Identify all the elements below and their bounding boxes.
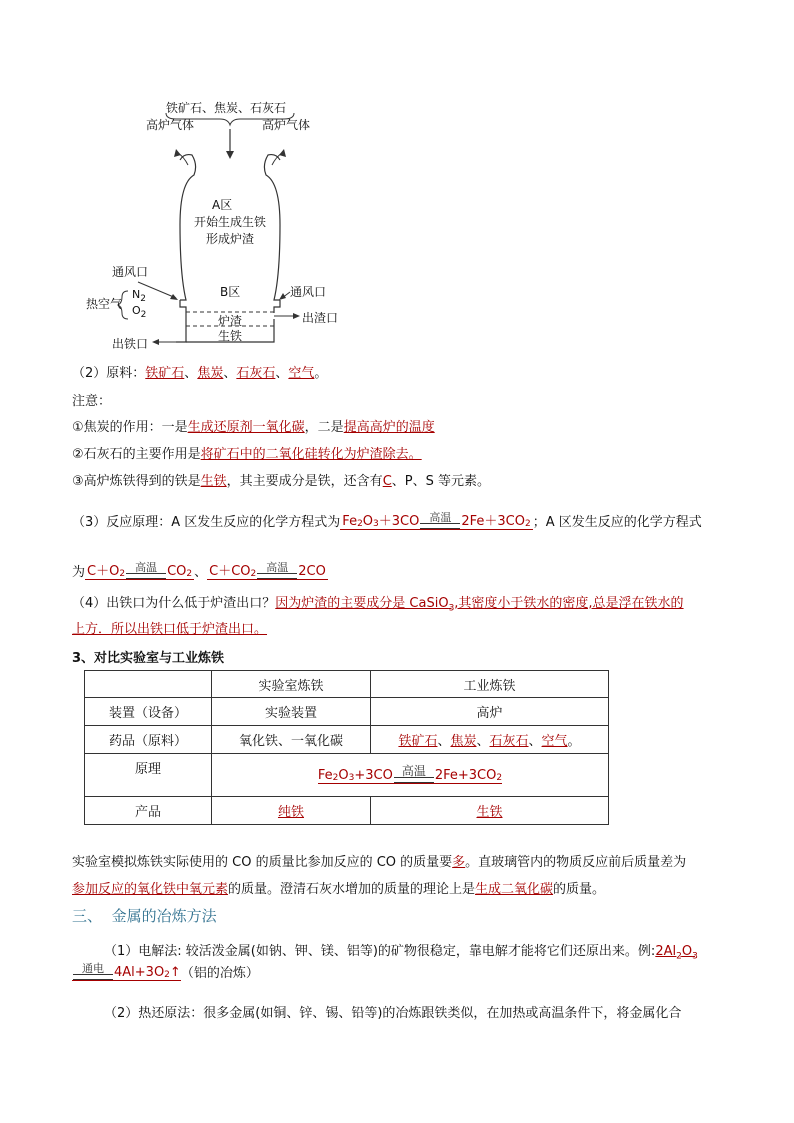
raw-material-1: 铁矿石: [145, 366, 185, 381]
table-row: 原理 Fe 2 O 3 +3CO 高温 2Fe+3CO $_2$: [85, 754, 609, 797]
table-row: 装置（设备） 实验装置 高炉: [85, 698, 609, 726]
top-input-label: 铁矿石、焦炭、石灰石: [166, 101, 287, 115]
section-3-title: 3、对比实验室与工业炼铁: [72, 651, 225, 666]
comparison-table: [84, 670, 609, 825]
question-4-line-2: 上方．所以出铁口低于炉渣出口。: [72, 622, 268, 637]
equation-c-co2-answer: C＋CO 2 高温 2CO: [209, 561, 326, 579]
vent-right-label: 通风口: [290, 285, 327, 299]
iron-outlet-label: 出铁口: [112, 337, 149, 351]
gas-left-label: 高炉气体: [146, 118, 195, 132]
paragraph-line-1: 实验室模拟炼铁实际使用的 CO 的质量比参加反应的 CO 的质量要多。直玻璃管内的物质反应前后质量差为: [72, 855, 687, 870]
raw-materials-line: （2）原料：铁矿石、焦炭、石灰石、空气。: [72, 366, 328, 381]
blast-furnace-diagram: [80, 95, 350, 355]
table-equation: Fe 2 O 3 +3CO 高温 2Fe+3CO $_2$: [317, 764, 503, 783]
table-row: 药品（原料） 氧化铁、一氧化碳 铁矿石、焦炭、石灰石、空气。: [85, 726, 609, 754]
section-three-heading: 三、 金属的冶炼方法: [72, 907, 217, 925]
note-3: ③高炉炼铁得到的铁是生铁，其主要成分是铁，还含有C、P、S 等元素。: [72, 474, 490, 489]
zone-a-line1: 开始生成生铁: [194, 215, 267, 229]
hot-air-label: 热空气: [86, 297, 123, 311]
note-2: ②石灰石的主要作用是将矿石中的二氧化硅转化为炉渣除去。: [72, 447, 422, 462]
zone-a-label: A区: [212, 198, 233, 212]
thermal-reduction-line: （2）热还原法：很多金属(如铜、锌、锡、铅等)的冶炼跟铁类似，在加热或高温条件下，将金属化合: [104, 1006, 682, 1021]
raw-material-3: 石灰石: [236, 366, 276, 381]
note-label: 注意：: [72, 394, 112, 409]
paragraph-line-2: 参加反应的氧化铁中氧元素的质量。澄清石灰水增加的质量的理论上是生成二氧化碳的质量。: [72, 882, 606, 897]
question-4-line-1: （4）出铁口为什么低于炉渣出口？因为炉渣的主要成分是 CaSiO$_3$,其密度小于铁水的密度,总是浮在铁水的: [72, 596, 684, 614]
hearth-left: [176, 300, 186, 342]
electrolysis-equation: 通电 4Al+3O $_2$ ↑: [72, 963, 181, 981]
raw-material-2: 焦炭: [197, 366, 224, 381]
n2-label: $N_2$: [132, 288, 146, 305]
note-1: ①焦炭的作用：一是生成还原剂一氧化碳，二是提高高炉的温度: [72, 420, 435, 435]
table-row: 产品 纯铁 生铁: [85, 797, 609, 825]
table-row: 实验室炼铁 工业炼铁: [85, 671, 609, 698]
gas-right-label: 高炉气体: [262, 118, 311, 132]
electrolysis-line-1: （1）电解法: 较活泼金属(如钠、钾、镁、铝等)的矿物很稳定，靠电解才能将它们还原出来。例$:2Al_2O_3$: [104, 944, 698, 962]
slag-outlet-label: 出渣口: [302, 311, 339, 325]
o2-label: $O_2$: [132, 304, 147, 321]
raw-material-4: 空气: [288, 366, 315, 381]
electrolysis-line-2: 通电 4Al+3O $_2$ ↑ （铝的冶炼）: [72, 962, 259, 981]
reaction-line-1: （3）反应原理：A 区发生反应的化学方程式为 Fe 2 O 3 ＋3CO 高温 2Fe＋3CO $_2$ ；A 区发生反应的化学方程式: [72, 511, 702, 530]
vent-left-label: 通风口: [112, 265, 149, 279]
zone-a-line2: 形成炉渣: [206, 232, 255, 246]
reaction-line-2: 为 C＋O 2 高温 CO $_2$ 、 C＋CO 2 高温 2CO: [72, 561, 326, 580]
pig-iron-label: 生铁: [218, 329, 243, 343]
furnace-wall-right: [264, 155, 280, 300]
zone-b-label: B区: [220, 285, 241, 299]
hearth-right: [274, 300, 280, 313]
equation-fe2o3-answer: Fe 2 O 3 ＋3CO 高温 2Fe＋3CO $_2$: [342, 511, 531, 529]
equation-c-o2-answer: C＋O 2 高温 CO $_2$: [87, 561, 193, 579]
slag-label: 炉渣: [218, 314, 243, 328]
